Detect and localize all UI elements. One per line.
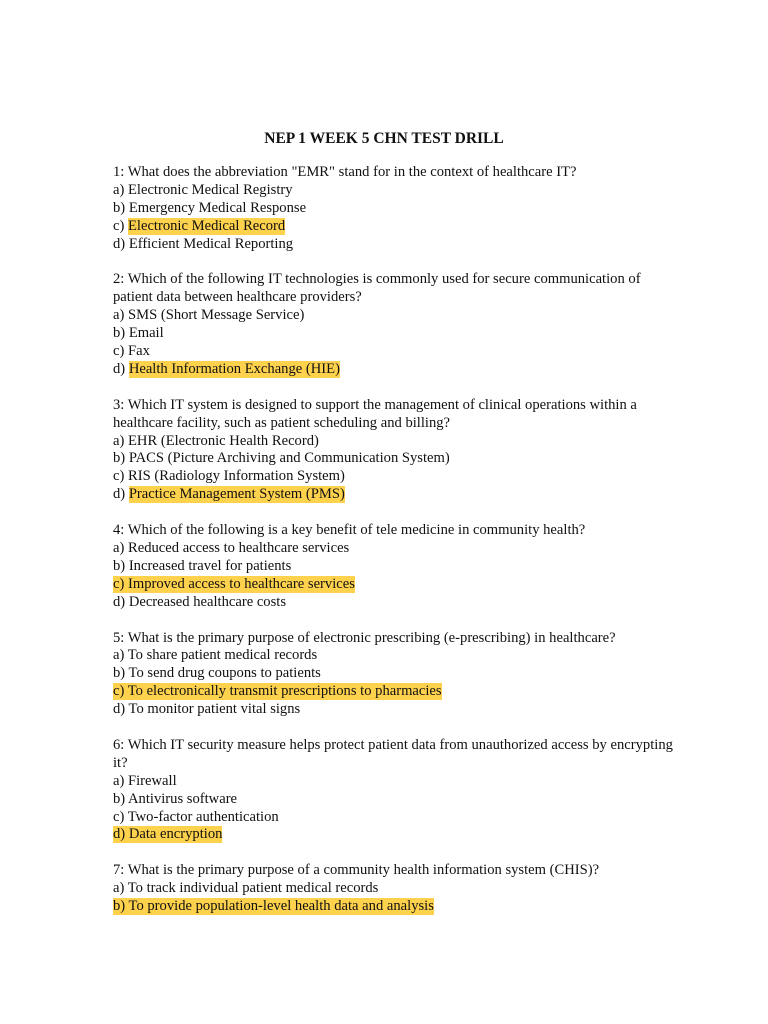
option-c: c) Two-factor authentication	[113, 808, 279, 825]
question-3	[113, 397, 673, 504]
option-d: d) Decreased healthcare costs	[113, 593, 287, 610]
option-a: a) Reduced access to healthcare services	[113, 539, 350, 556]
option-d: d) To monitor patient vital signs	[113, 701, 301, 718]
option-d-answer: d) Practice Management System (PMS)	[113, 486, 345, 503]
option-b: b) Increased travel for patients	[113, 557, 292, 574]
option-c-answer	[113, 576, 673, 594]
question-stem: 4: Which of the following is a key benefit of tele medicine in community health?	[113, 522, 586, 539]
question-1	[113, 164, 673, 254]
option-c: c) RIS (Radiology Information System)	[113, 468, 345, 485]
option-c-answer	[113, 683, 673, 701]
option-a: a) To track individual patient medical records	[113, 880, 379, 897]
option-c: c) Fax	[113, 343, 150, 360]
question-stem: 3: Which IT system is designed to support the management of clinical operations within a healthcare facility, such as patient scheduling and billing?	[113, 396, 637, 431]
option-a: a) SMS (Short Message Service)	[113, 307, 305, 324]
answer-highlight: Health Information Exchange (HIE)	[128, 360, 340, 377]
option-c-answer: c) Electronic Medical Record	[113, 217, 286, 234]
option-b: b) Email	[113, 325, 164, 342]
answer-highlight: c) To electronically transmit prescriptions to pharmacies	[113, 683, 442, 700]
option-d-answer	[113, 826, 673, 844]
option-a: a) Firewall	[113, 772, 177, 789]
option-b: b) Antivirus software	[113, 790, 238, 807]
option-a: a) EHR (Electronic Health Record)	[113, 432, 319, 449]
question-stem: 2: Which of the following IT technologies is commonly used for secure communication of patient data between healthcare providers?	[113, 271, 641, 306]
option-b: b) To send drug coupons to patients	[113, 665, 321, 682]
option-b-answer	[113, 898, 673, 916]
answer-highlight: b) To provide population-level health data and analysis	[113, 898, 434, 915]
answer-highlight: c) Improved access to healthcare services	[113, 575, 355, 592]
question-list	[113, 164, 673, 934]
question-stem: 6: Which IT security measure helps protect patient data from unauthorized access by encrypting it?	[113, 736, 673, 771]
question-stem: 5: What is the primary purpose of electronic prescribing (e-prescribing) in healthcare?	[113, 629, 616, 646]
question-5	[113, 630, 673, 720]
question-7	[113, 862, 673, 916]
answer-highlight: Practice Management System (PMS)	[128, 486, 345, 503]
option-b: b) PACS (Picture Archiving and Communication System)	[113, 450, 450, 467]
question-6	[113, 737, 673, 844]
question-4	[113, 522, 673, 612]
option-a: a) Electronic Medical Registry	[113, 181, 293, 198]
option-d: d) Efficient Medical Reporting	[113, 235, 294, 252]
option-d-answer: d) Health Information Exchange (HIE)	[113, 360, 340, 377]
document-title: NEP 1 WEEK 5 CHN TEST DRILL	[264, 130, 504, 147]
question-stem: 7: What is the primary purpose of a community health information system (CHIS)?	[113, 862, 600, 879]
option-a: a) To share patient medical records	[113, 647, 318, 664]
question-2	[113, 271, 673, 378]
question-stem: 1: What does the abbreviation "EMR" stand for in the context of healthcare IT?	[113, 164, 577, 180]
answer-highlight: d) Data encryption	[113, 826, 223, 843]
option-b: b) Emergency Medical Response	[113, 199, 307, 216]
answer-highlight: Electronic Medical Record	[128, 217, 286, 234]
